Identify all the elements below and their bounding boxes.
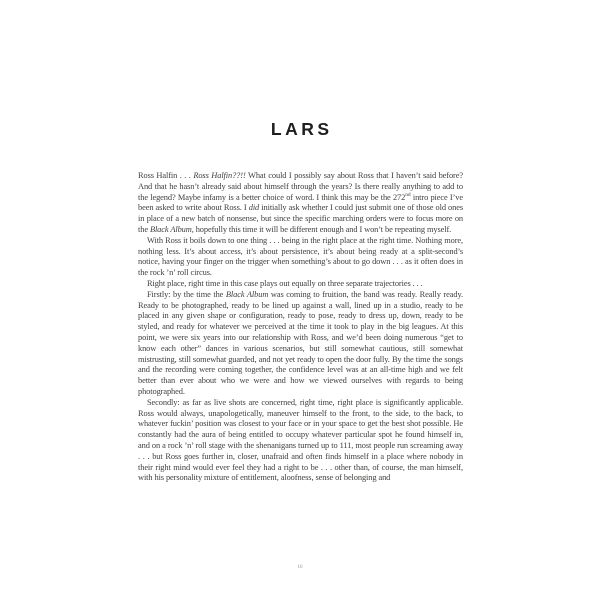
text-run: , hopefully this time it will be different enough and I won’t be repeating myself. bbox=[191, 224, 452, 234]
body-text bbox=[138, 171, 463, 484]
text-run: intro piece I’ve been asked to write about Ross. I bbox=[138, 192, 463, 213]
page-title: LARS bbox=[270, 119, 333, 139]
text-run: Ross Halfin??!! bbox=[193, 171, 246, 180]
body-paragraph bbox=[138, 279, 463, 290]
text-run: With Ross it boils down to one thing . . . being in the right place at the right time. Nothing more, nothing less. It’s about access, it’s about persistence, it’s about being ready at a split-second’s notice, having your finger on the trigger when something’s about to go down . . . as it often does in the rock ’n’ roll circus. bbox=[138, 235, 463, 278]
body-paragraph bbox=[138, 236, 463, 279]
text-run: What could I possibly say about Ross that I haven’t said before? And that he hasn’t already said about himself through the years? Is there really anything to add to the legend? Maybe infamy is a better choice of word. I think this may be the 272 bbox=[138, 171, 463, 202]
text-run: nd bbox=[405, 191, 411, 198]
text-run: Black Album bbox=[225, 289, 269, 299]
text-run: initially ask whether I could just submit one of those old ones in place of a new batch of nonsense, but since the specific marching orders were to focus more on the bbox=[138, 203, 464, 234]
text-run: Black Album bbox=[149, 224, 192, 234]
page-number: 16 bbox=[297, 565, 303, 570]
text-run: Secondly: as far as live shots are concerned, right time, right place is significantly applicable. Ross would always, unapologetically, maneuver himself to the front, to the side, to the back, to whatever fuckin’ position was closest to your face or in your space to get the best shot possible. He constantly had the aura of being entitled to occupy whatever particular spot he found himself in, and on a rock ’n’ roll stage with the shenanigans turned up to 111, most people run screaming away . . . but Ross goes further in, closer, unafraid and often finds himself in a place where nobody in their right mind would ever feel they had a right to be . . . other than, of course, the man himself, with his personality mixture of entitlement, aloofness, sense of belonging and bbox=[138, 397, 463, 483]
body-paragraph bbox=[138, 398, 463, 484]
text-run: did bbox=[248, 203, 260, 213]
body-paragraph bbox=[138, 290, 463, 398]
text-run: was coming to fruition, the band was ready. Really ready. Ready to be photographed, ready to be lined up against a wall, lined up in a studio, ready to be placed in any given shape or configuration, ready to pose, ready to dress up, down, ready to be styled, and ready for whatever we perceived at the time it took to play in the big leagues. At this point, we were six years into our relationship with Ross, and we’d been doing numerous “get to know each other” dances in various scenarios, but still somewhat cautious, still somewhat mistrusting, still somewhat guarded, and not yet ready to open the door fully. By the time the songs and the recording were coming together, the confidence level was at an all-time high and we felt better than ever about who we were and how we viewed ourselves with regards to being photographed. bbox=[138, 289, 463, 396]
text-run: Firstly: by the time the bbox=[147, 289, 226, 299]
text-run: Right place, right time in this case plays out equally on three separate trajectories . . . bbox=[147, 278, 423, 288]
body-paragraph bbox=[138, 171, 463, 236]
text-run: Ross Halfin . . . bbox=[138, 171, 194, 180]
